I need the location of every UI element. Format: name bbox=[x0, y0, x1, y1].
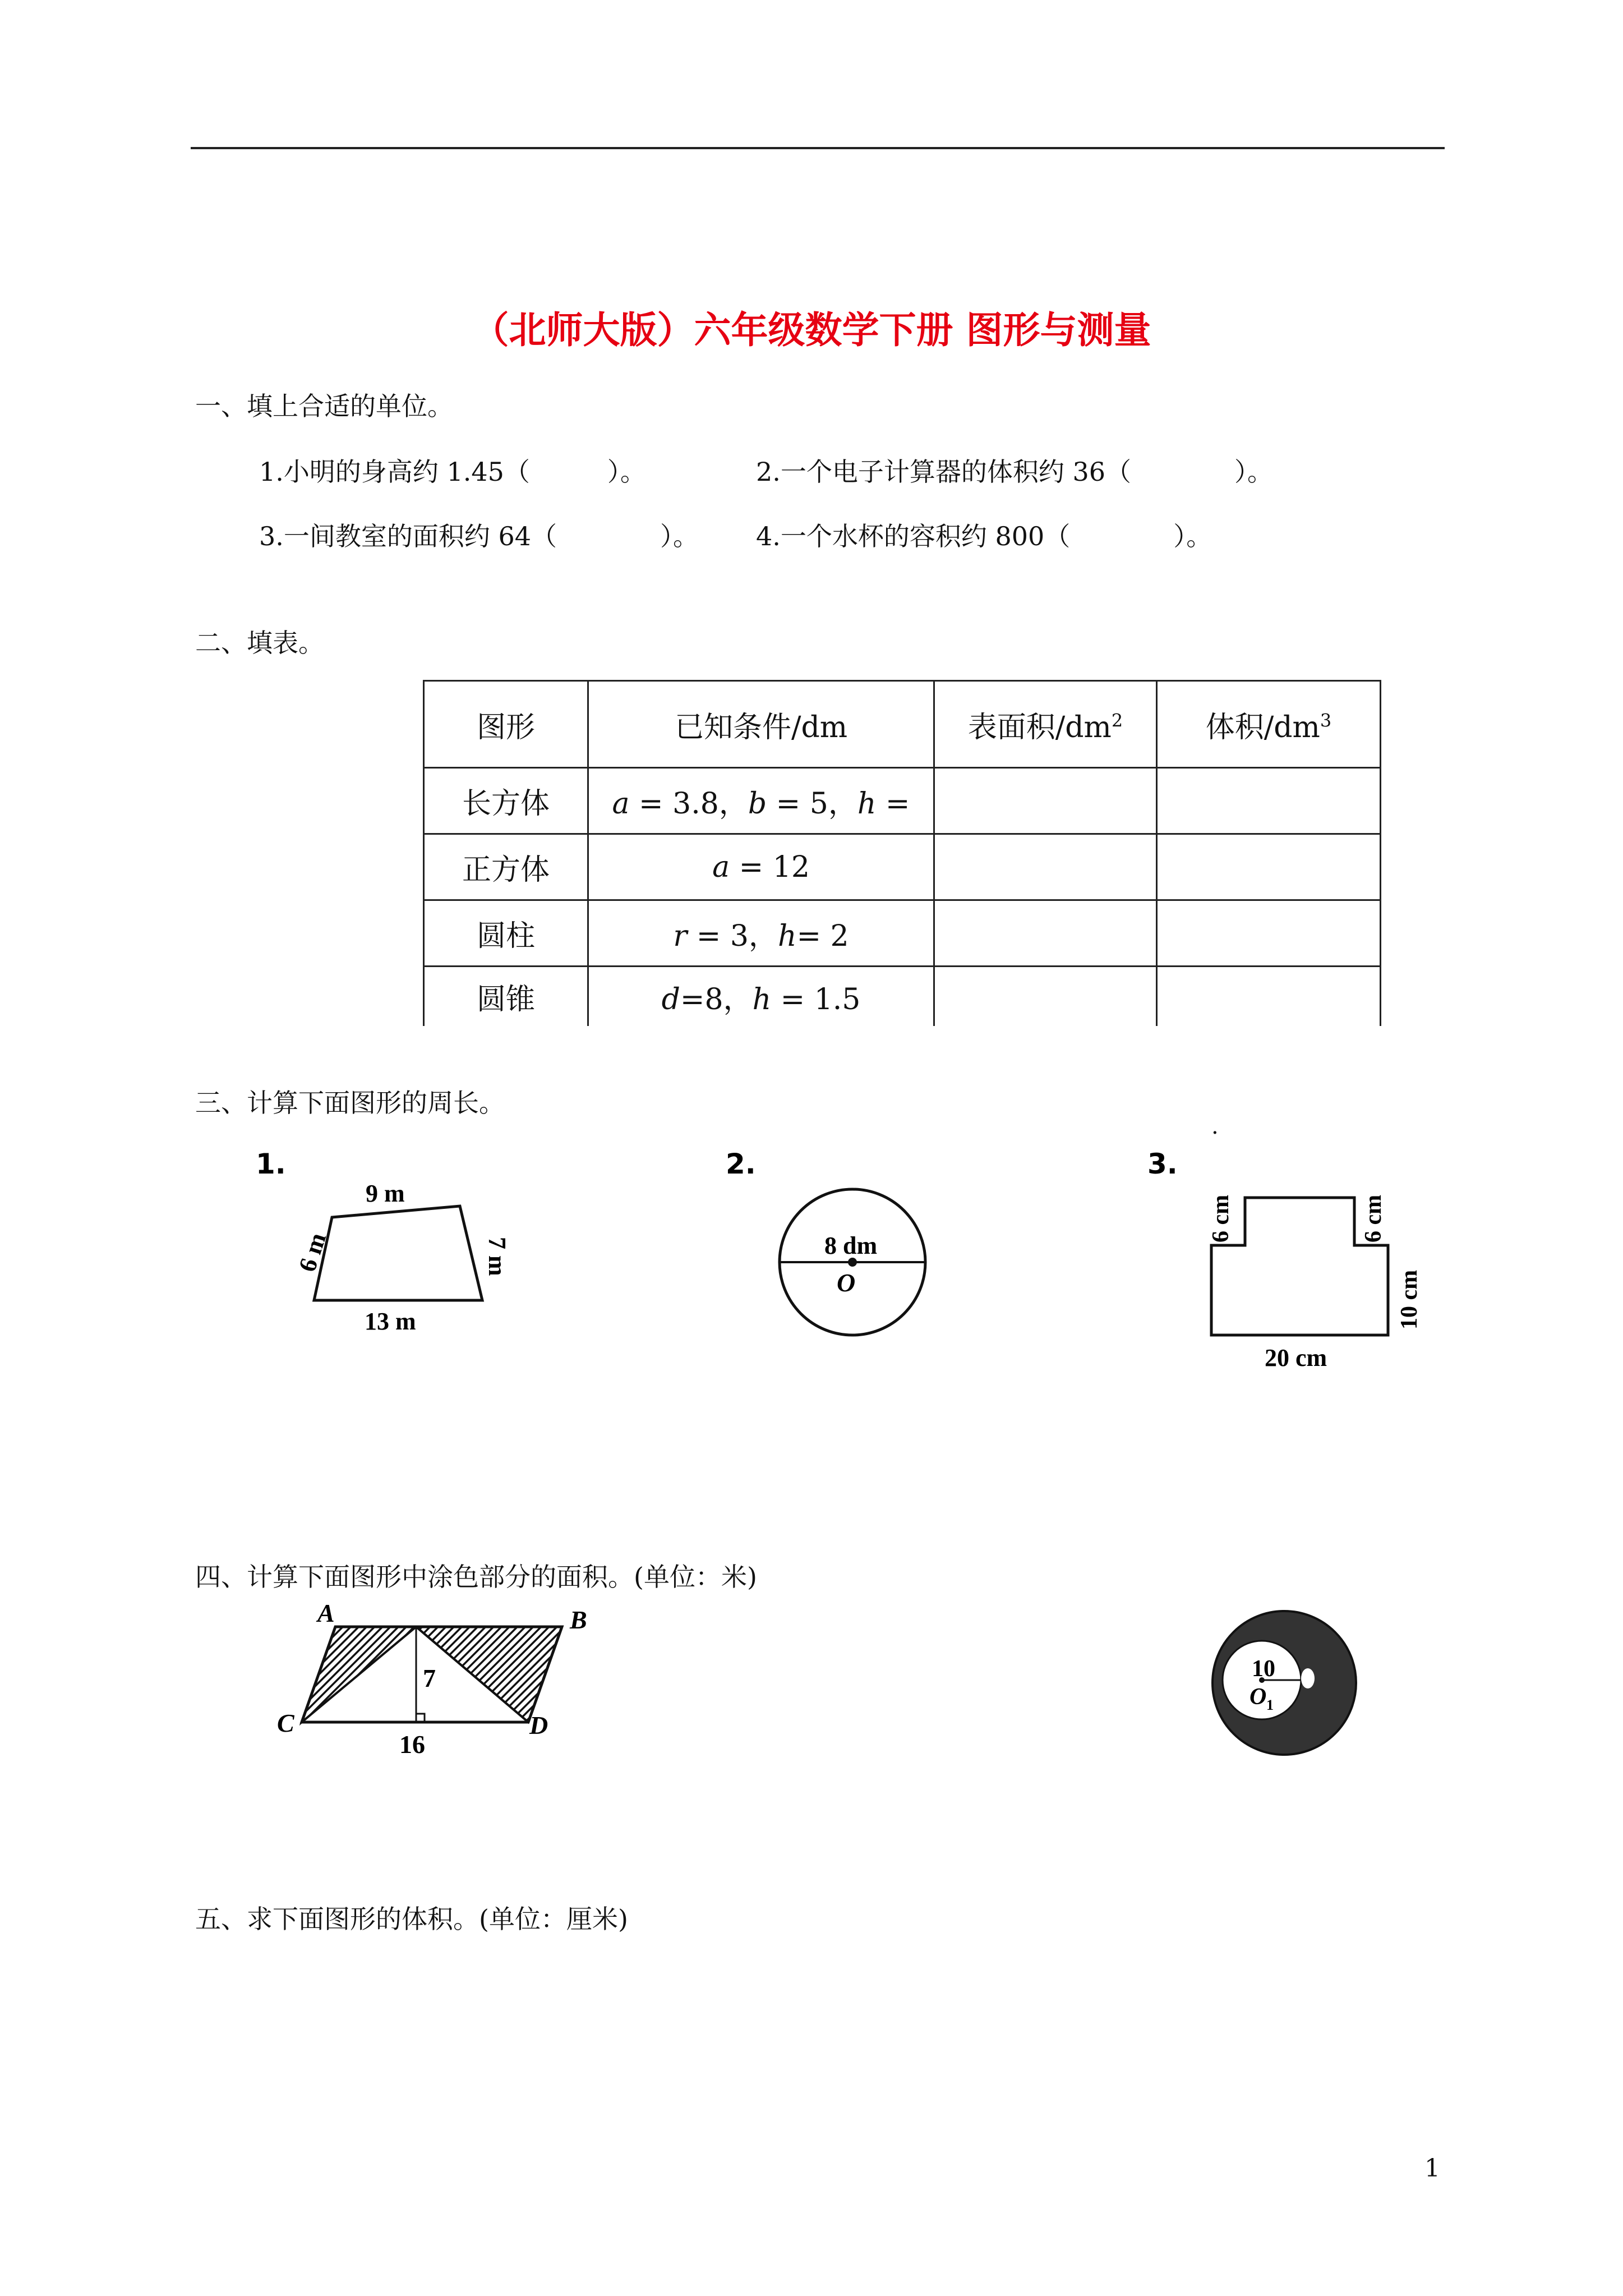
trapezoid-shape bbox=[314, 1206, 482, 1300]
question-1-1: 1.小明的身高约 1.45（ ）。 bbox=[259, 457, 646, 487]
figure-trapezoid bbox=[247, 1144, 561, 1346]
cell-condition bbox=[588, 900, 934, 967]
fig1-left-label: 6 m bbox=[293, 1229, 332, 1276]
table-row bbox=[424, 967, 1381, 1026]
table-row bbox=[424, 900, 1381, 967]
vertex-b-label: B bbox=[570, 1605, 587, 1634]
small-hole bbox=[1301, 1668, 1315, 1688]
header-condition: 已知条件/dm bbox=[588, 681, 934, 768]
variable: h bbox=[777, 919, 797, 953]
variable: h bbox=[857, 787, 877, 821]
fig1-top-label: 9 m bbox=[366, 1180, 405, 1207]
section-2-heading: 二、填表。 bbox=[195, 628, 324, 658]
header-rule bbox=[191, 147, 1445, 149]
figure-composite bbox=[1138, 1144, 1453, 1380]
cell-condition bbox=[588, 768, 934, 834]
fig2-label: 2. bbox=[726, 1148, 756, 1180]
question-1-3: 3.一间教室的面积约 64（ ）。 bbox=[259, 521, 699, 551]
fig1-bottom-label: 13 m bbox=[365, 1308, 416, 1335]
variable: b bbox=[748, 787, 767, 821]
cell-volume-blank[interactable] bbox=[1157, 768, 1381, 834]
condition-text: = 5， bbox=[767, 787, 857, 821]
center-o-label: O bbox=[1249, 1684, 1267, 1710]
cell-surface-area-blank[interactable] bbox=[934, 768, 1157, 834]
shaded-triangle-right bbox=[416, 1627, 562, 1722]
question-1-2: 2.一个电子计算器的体积约 36（ ）。 bbox=[756, 457, 1274, 487]
vertex-c-label: C bbox=[277, 1709, 294, 1737]
variable: a bbox=[712, 850, 730, 884]
variable: d bbox=[661, 982, 680, 1016]
vertex-d-label: D bbox=[529, 1711, 548, 1740]
table-header-row bbox=[424, 681, 1381, 768]
condition-text: = 2 bbox=[796, 919, 849, 953]
header-surface-area: 表面积$/dm^2$ bbox=[934, 681, 1157, 768]
base-label: 16 bbox=[399, 1730, 425, 1759]
condition-text: = 3.8， bbox=[629, 787, 748, 821]
cell-shape: 圆锥 bbox=[424, 967, 588, 1026]
section-3-heading: 三、计算下面图形的周长。 bbox=[195, 1088, 505, 1118]
fig3-right-label: 6 cm bbox=[1361, 1194, 1386, 1243]
table-row bbox=[424, 768, 1381, 834]
condition-text: =8， bbox=[680, 982, 753, 1016]
cell-shape: 长方体 bbox=[424, 768, 588, 834]
fig2-center-label: O bbox=[837, 1268, 856, 1297]
condition-text: = 12 bbox=[730, 850, 810, 884]
condition-text: = 3， bbox=[687, 919, 778, 953]
section-1-heading: 一、填上合适的单位。 bbox=[195, 391, 453, 421]
cell-volume-blank[interactable] bbox=[1157, 834, 1381, 900]
cell-surface-area-blank[interactable] bbox=[934, 967, 1157, 1026]
variable: r bbox=[673, 919, 688, 953]
variable: h bbox=[752, 982, 772, 1016]
section-5-heading: 五、求下面图形的体积。(单位：厘米) bbox=[195, 1904, 628, 1934]
figure-circle bbox=[712, 1144, 959, 1346]
stray-dot: . bbox=[1211, 1114, 1219, 1139]
question-1-4: 4.一个水杯的容积约 800（ ）。 bbox=[756, 521, 1212, 551]
section-4-heading: 四、计算下面图形中涂色部分的面积。(单位：米) bbox=[195, 1562, 757, 1592]
fig1-right-label: 7 m bbox=[483, 1237, 511, 1276]
table-row bbox=[424, 834, 1381, 900]
page-title: （北师大版）六年级数学下册 图形与测量 bbox=[472, 309, 1151, 352]
vertex-a-label: A bbox=[317, 1599, 335, 1627]
fill-table bbox=[423, 680, 1381, 1026]
fig3-left-label: 6 cm bbox=[1208, 1194, 1234, 1243]
header-volume: 体积$/dm^3$ bbox=[1157, 681, 1381, 768]
cell-shape: 圆柱 bbox=[424, 900, 588, 967]
fig3-label: 3. bbox=[1147, 1148, 1178, 1180]
condition-text: = bbox=[876, 787, 910, 821]
variable: a bbox=[612, 787, 630, 821]
cell-shape: 正方体 bbox=[424, 834, 588, 900]
cell-surface-area-blank[interactable] bbox=[934, 900, 1157, 967]
fig1-label: 1. bbox=[256, 1148, 286, 1180]
cell-condition bbox=[588, 834, 934, 900]
cell-volume-blank[interactable] bbox=[1157, 900, 1381, 967]
cell-surface-area-blank[interactable] bbox=[934, 834, 1157, 900]
page-number: 1 bbox=[1424, 2154, 1440, 2183]
condition-text: = 1.5 bbox=[771, 982, 861, 1016]
figure-parallelogram bbox=[269, 1596, 617, 1764]
fig2-diameter-label: 8 dm bbox=[824, 1232, 878, 1259]
fig3-bottom-label: 20 cm bbox=[1265, 1344, 1327, 1372]
radius-label: 10 bbox=[1252, 1656, 1275, 1682]
fig3-side-label: 10 cm bbox=[1396, 1269, 1422, 1329]
center-subscript: 1 bbox=[1266, 1697, 1274, 1713]
cell-condition bbox=[588, 967, 934, 1026]
cell-volume-blank[interactable] bbox=[1157, 967, 1381, 1026]
header-shape: 图形 bbox=[424, 681, 588, 768]
height-label: 7 bbox=[423, 1664, 436, 1692]
figure-annulus bbox=[1200, 1604, 1368, 1767]
